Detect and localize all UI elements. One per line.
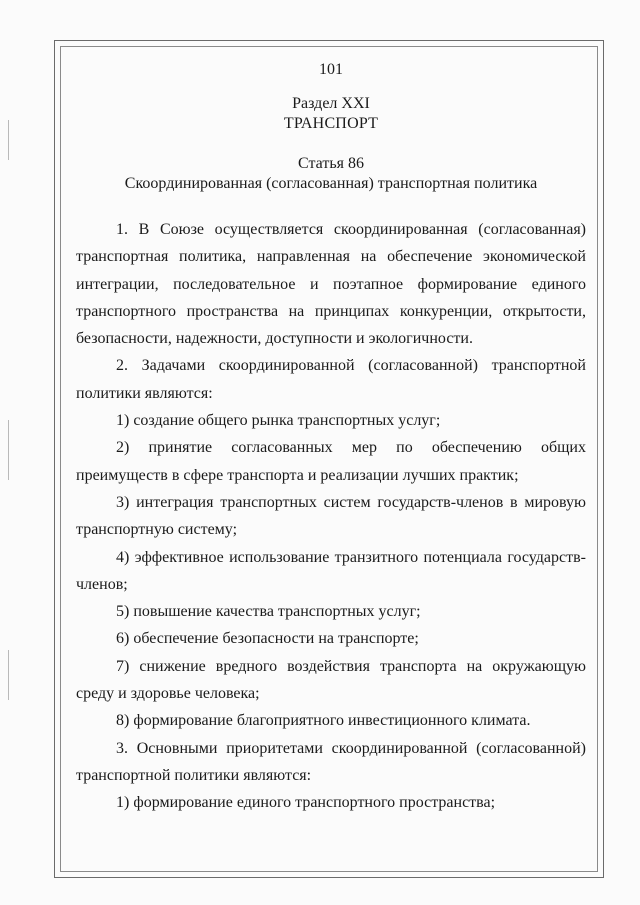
scan-edge-mark	[8, 650, 9, 700]
section-title: ТРАНСПОРТ	[283, 115, 379, 132]
list-item: 3) интеграция транспортных систем государств-членов в мировую транспортную систему;	[76, 493, 586, 539]
scan-edge-mark	[8, 420, 9, 480]
page-number: 101	[319, 61, 343, 78]
section-number: Раздел XXI	[292, 95, 370, 112]
section-heading	[76, 94, 586, 134]
list-item: 8) формирование благоприятного инвестиционного климата.	[116, 712, 531, 730]
article-heading	[76, 154, 586, 194]
scan-edge-mark	[8, 120, 9, 160]
list-item: 6) обеспечение безопасности на транспорте;	[116, 630, 419, 648]
article-text	[76, 216, 586, 817]
paragraph: 3. Основными приоритетами скоординированной (согласованной) транспортной политики являются:	[76, 739, 586, 784]
paragraph: 2. Задачами скоординированной (согласованной) транспортной политики являются:	[76, 357, 586, 402]
list-item: 1) формирование единого транспортного пространства;	[116, 794, 496, 812]
article-number: Статья 86	[298, 155, 364, 172]
article-title: Скоординированная (согласованная) транспортная политика	[124, 175, 538, 192]
list-item: 4) эффективное использование транзитного потенциала государств-членов;	[76, 548, 586, 593]
list-item: 1) создание общего рынка транспортных услуг;	[116, 412, 441, 430]
list-item: 2) принятие согласованных мер по обеспечению общих преимуществ в сфере транспорта и реализации лучших практик;	[76, 439, 586, 484]
list-item: 5) повышение качества транспортных услуг;	[116, 603, 421, 621]
list-item: 7) снижение вредного воздействия транспорта на окружающую среду и здоровье человека;	[76, 657, 586, 703]
paragraph: 1. В Союзе осуществляется скоординированная (согласованная) транспортная политика, направленная на обеспечение экономической интеграции, последовательное и поэтапное формирование единого транспортного пространства на принципах конкуренции, открытости, безопасности, надежности, доступности и экологичности.	[76, 221, 586, 348]
document-body	[76, 60, 586, 817]
